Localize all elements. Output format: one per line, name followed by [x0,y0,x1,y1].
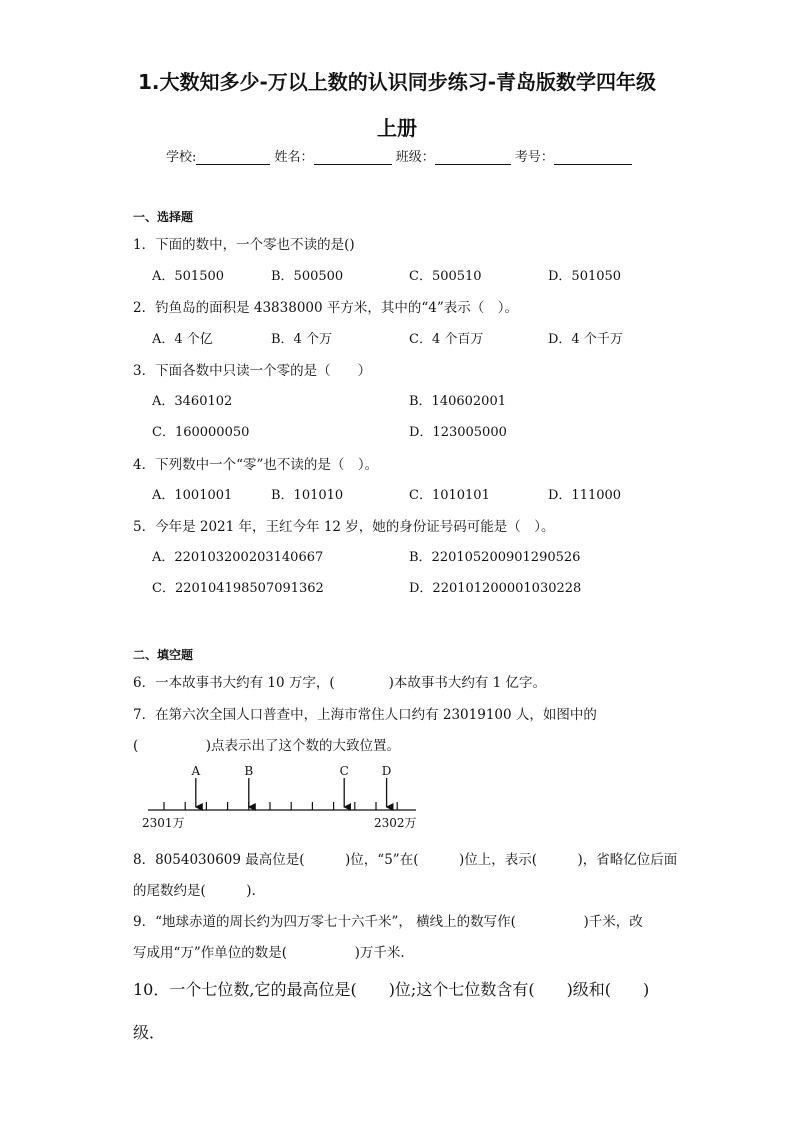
question-6: 6．一本故事书大约有 10 万字，( )本故事书大约有 1 亿字。 [133,675,547,691]
q5-option-c[interactable]: C．220104198507091362 [152,581,324,596]
question-8-line1: 8．8054030609 最高位是( )位，“5”在( )位上，表示( )，省略亿位后面 [133,852,678,868]
q1-option-d[interactable]: D．501050 [548,269,622,284]
question-10-line2: 级． [133,1023,166,1042]
question-3: 3．下面各数中只读一个零的是（ ） [133,363,372,379]
q5-option-b[interactable]: B．220105200901290526 [409,550,581,565]
question-8-line2: 的尾数约是( ). [133,883,256,899]
q2-option-b[interactable]: B．4 个万 [271,332,332,347]
q1-option-b[interactable]: B．500500 [271,269,344,284]
question-9-line2: 写成用“万”作单位的数是( )万千米. [133,945,405,961]
number-line-end-label: 2302万 [374,816,417,830]
question-2: 2．钓鱼岛的面积是 43838000 平方米，其中的“4”表示（ ）。 [133,300,519,316]
name-label: 姓名： [274,150,314,165]
point-label-b: B [244,764,254,778]
point-label-a: A [191,764,201,778]
section2-heading: 二、填空题 [133,648,194,662]
q1-option-a[interactable]: A．501500 [152,269,225,284]
q4-option-d[interactable]: D．111000 [548,488,622,503]
question-5: 5．今年是 2021 年，王红今年 12 岁，她的身份证号码可能是（ ）。 [133,519,555,535]
question-9-line1: 9．“地球赤道的周长约为四万零七十六千米”， 横线上的数写作( )千米，改 [133,914,643,930]
section1-heading: 一、选择题 [133,210,194,224]
q2-option-c[interactable]: C．4 个百万 [409,332,484,347]
q2-option-a[interactable]: A．4 个亿 [152,332,213,347]
class-field[interactable] [435,150,511,165]
page-title-line1: 1.大数知多少-万以上数的认识同步练习-青岛版数学四年级 [137,70,657,94]
class-label: 班级： [395,150,435,165]
name-field[interactable] [314,150,392,165]
q4-option-b[interactable]: B．101010 [271,488,344,503]
question-10-line1: 10．一个七位数,它的最高位是( )位;这个七位数含有( )级和( ) [133,980,650,999]
student-info [166,146,632,165]
q3-option-d[interactable]: D．123005000 [409,425,507,440]
number-line-start-label: 2301万 [142,816,185,830]
q5-option-a[interactable]: A．220103200203140667 [152,550,324,565]
q3-option-a[interactable]: A．3460102 [152,394,233,409]
exam-no-field[interactable] [554,150,632,165]
q4-option-c[interactable]: C．1010101 [409,488,490,503]
number-line-figure [140,760,430,835]
point-label-c: C [339,764,349,778]
question-4: 4．下列数中一个“零”也不读的是（ ）。 [133,457,379,473]
q5-option-d[interactable]: D．220101200001030228 [409,581,582,596]
q4-option-a[interactable]: A．1001001 [152,488,233,503]
q3-option-b[interactable]: B．140602001 [409,394,506,409]
question-7-line1: 7．在第六次全国人口普查中，上海市常住人口约有 23019100 人，如图中的 [133,707,597,723]
point-label-d: D [381,764,392,778]
page-title-line2: 上册 [377,116,417,140]
school-field[interactable] [196,150,270,165]
q1-option-c[interactable]: C．500510 [409,269,482,284]
q3-option-c[interactable]: C．160000050 [152,425,250,440]
question-1: 1．下面的数中，一个零也不读的是() [133,237,355,253]
exam-no-label: 考号： [514,150,554,165]
school-label: 学校: [166,150,197,165]
question-7-line2: ( )点表示出了这个数的大致位置。 [133,738,401,754]
q2-option-d[interactable]: D．4 个千万 [548,332,623,347]
